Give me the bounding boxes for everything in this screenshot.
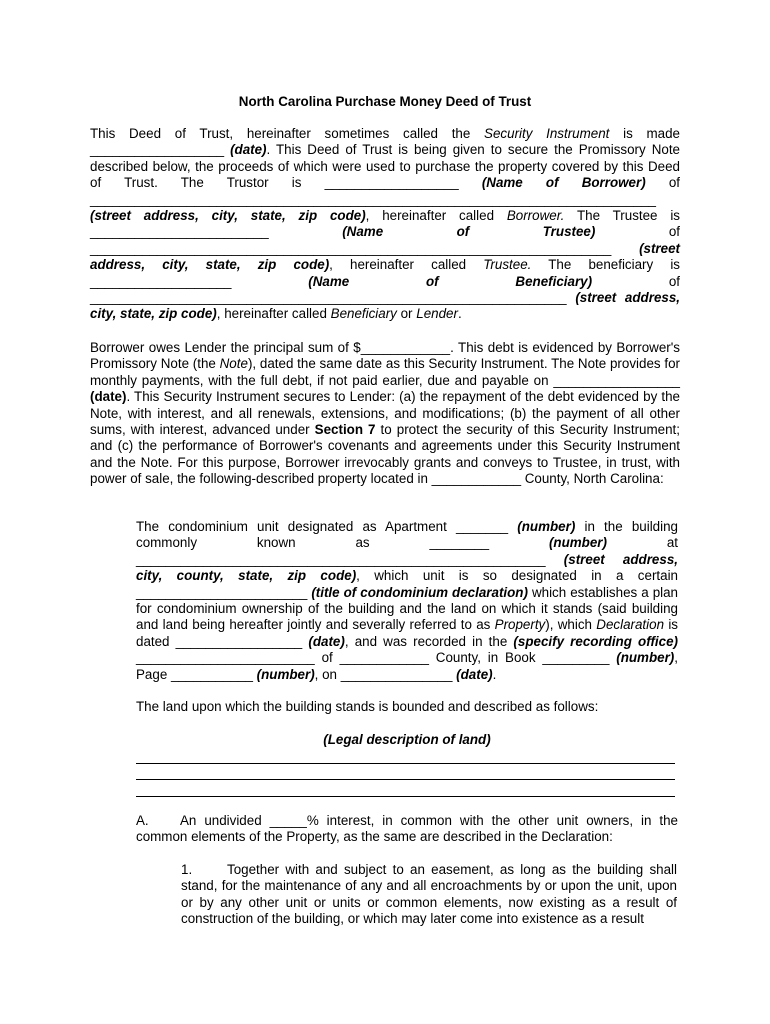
legal-description-heading: (Legal description of land) [323, 732, 491, 747]
legal-description-line [136, 796, 675, 797]
section-1-label: 1. [181, 862, 193, 877]
legal-description-line [136, 763, 675, 764]
section-1-paragraph: 1. Together with and subject to an easement, as long as the building shall stand, for the maintenance of any and all encroachments by or upon the unit, upon or by any other unit or units or common elements, now existing as a result of construction of the building, or which may later come into existence as a result [181, 862, 677, 927]
section-a-label: A. [136, 813, 149, 828]
document-title: North Carolina Purchase Money Deed of Trust [238, 94, 532, 109]
condominium-paragraph: The condominium unit designated as Apartment _______ (number) in the building commonly known as ________ (number) at _______________________________________________________ (street address, city, county, state, zip code), which unit is so designated in a certain _______________________ (title of condominium declaration) which establishes a plan for condominium ownership of the building and the land on which it stands (said building and land being hereafter jointly and severally referred to as Property), which Declaration is dated _________________ (date), and was recorded in the (specify recording office) ________________________ of ____________ County, in Book _________ (number), Page ___________ (number), on _______________ (date). [136, 519, 679, 682]
section-a-paragraph: A. An undivided _____% interest, in common with the other unit owners, in the common elements of the Property, as the same are described in the Declaration: [136, 813, 678, 845]
debt-paragraph: Borrower owes Lender the principal sum of $____________. This debt is evidenced by Borrower's Promissory Note (the Note), dated the same date as this Security Instrument. The Note provides for monthly payments, with the full debt, if not paid earlier, due and payable on _________________ (date). This Security Instrument secures to Lender: (a) the repayment of the debt evidenced by the Note, with interest, and all renewals, extensions, and modifications; (b) the payment of all other sums, with interest, advanced under Section 7 to protect the security of this Security Instrument; and (c) the performance of Borrower's covenants and agreements under this Security Instrument and the Note. For this purpose, Borrower irrevocably grants and conveys to Trustee, in trust, with power of sale, the following-described property located in ____________ County, North Carolina: [90, 340, 680, 487]
parties-paragraph: This Deed of Trust, hereinafter sometimes called the Security Instrument is made __________________ (date). This Deed of Trust is being given to secure the Promissory Note described below, the proceeds of which were used to purchase the property covered by this Deed of Trust. The Trustor is __________________ (Name of Borrower) of ____________________________________________________________________________ (street address, city, state, zip code), hereinafter called Borrower. The Trustee is ________________________ (Name of Trustee) of ______________________________________________________________________ (street address, city, state, zip code), hereinafter called Trustee. The beneficiary is ___________________ (Name of Beneficiary) of ________________________________________________________________ (street address, city, state, zip code), hereinafter called Beneficiary or Lender. [90, 126, 681, 322]
land-paragraph: The land upon which the building stands is bounded and described as follows: [136, 699, 599, 714]
legal-description-line [136, 779, 675, 780]
